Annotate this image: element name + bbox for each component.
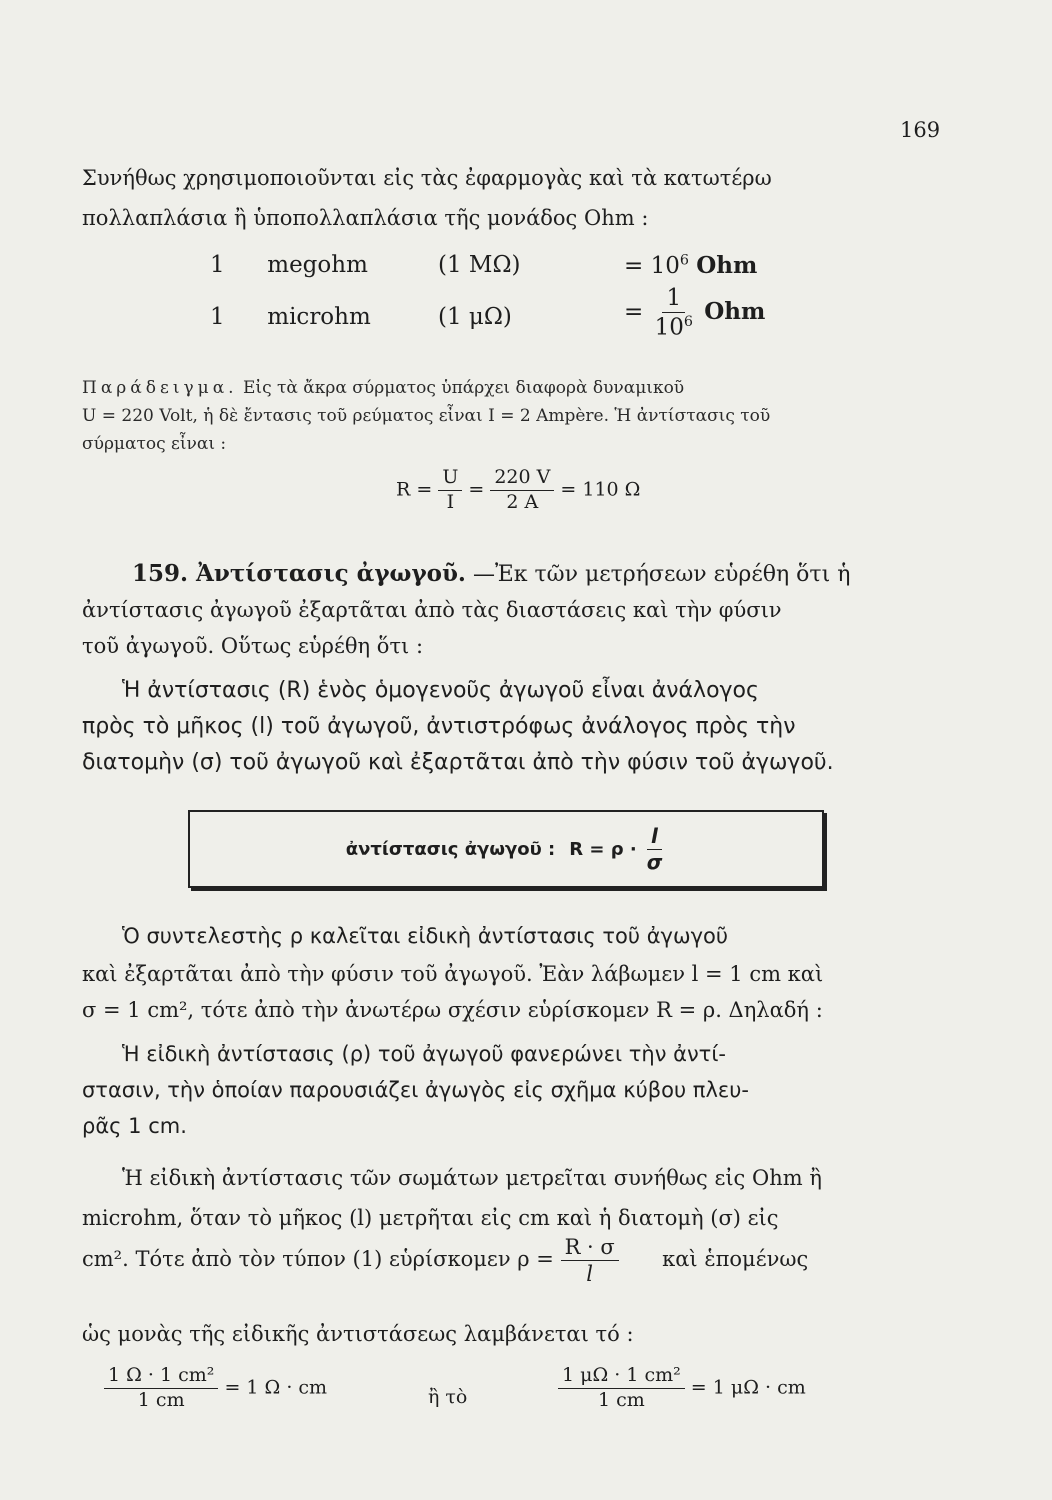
unit-name: megohm — [267, 252, 368, 278]
unit-value: = $10^6$ Ohm — [624, 252, 758, 279]
rho-fraction: $\frac{R \cdot \sigma}{l}$ — [561, 1236, 619, 1285]
coef-line-1: Ὁ συντελεστὴς ρ καλεῖται εἰδικὴ ἀντίστασις τοῦ ἀγωγοῦ — [122, 924, 728, 948]
rule-line-2: πρὸς τὸ μῆκος (l) τοῦ ἀγωγοῦ, ἀντιστρόφως ἀνάλογος πρὸς τὴν — [82, 714, 796, 739]
ohm-fraction: $\frac{\text{1 Ω · 1 cm²}}{1 cm}$ — [104, 1366, 218, 1411]
unit-row-megohm — [210, 252, 758, 279]
section-line-2: ἀντίστασις ἀγωγοῦ ἐξαρτᾶται ἀπὸ τὰς διαστάσεις καὶ τὴν φύσιν — [82, 598, 782, 622]
unit-symbol: (1 MΩ) — [438, 252, 521, 278]
microhm-value: = $\frac{1}{10^6}$ Ohm — [624, 285, 766, 341]
section-line-3: τοῦ ἀγωγοῦ. Οὕτως εὑρέθη ὅτι : — [82, 634, 424, 658]
example-label: Παράδειγμα. — [82, 378, 238, 398]
boxed-fraction: $\frac{l}{\sigma}$ — [646, 823, 663, 874]
microhm-final-fraction: $\frac{\text{1 μΩ · 1 cm²}}{1 cm}$ — [558, 1366, 685, 1411]
rule-line-3: διατομὴν (σ) τοῦ ἀγωγοῦ καὶ ἐξαρτᾶται ἀπὸ τὴν φύσιν τοῦ ἀγωγοῦ. — [82, 750, 834, 775]
unit-row-microhm — [210, 304, 512, 330]
boxed-formula — [188, 810, 824, 888]
example-line-1: Παράδειγμα. Εἰς τὰ ἄκρα σύρματος ὑπάρχει διαφορὰ δυναμικοῦ — [82, 378, 685, 398]
section-line-1: 159. Ἀντίστασις ἀγωγοῦ. —Ἐκ τῶν μετρήσεων εὑρέθη ὅτι ἡ — [132, 560, 851, 587]
page-number: 169 — [900, 118, 941, 142]
boxed-formula-lhs: R = ρ · — [569, 838, 637, 860]
microhm-fraction: $\frac{1}{10^6}$ — [654, 285, 693, 341]
example-line-2: U = 220 Volt, ἡ δὲ ἔντασις τοῦ ρεύματος εἶναι I = 2 Ampère. Ἡ ἀντίστασις τοῦ — [82, 406, 771, 426]
unit-count: 1 — [210, 304, 225, 330]
intro-line-2: πολλαπλάσια ἢ ὑποπολλαπλάσια τῆς μονάδος Ohm : — [82, 206, 649, 230]
fraction-220v-over-2a: $\frac{220 V}{2 A}$ — [490, 468, 554, 513]
final-connector: ἢ τὸ — [428, 1386, 468, 1408]
example-line-3: σύρματος εἶναι : — [82, 434, 227, 454]
fraction-u-over-i: $\frac{U}{I}$ — [438, 468, 462, 513]
measure-line-1: Ἡ εἰδικὴ ἀντίστασις τῶν σωμάτων μετρεῖται συνήθως εἰς Ohm ἢ — [122, 1166, 822, 1190]
def-line-3: ρᾶς 1 cm. — [82, 1114, 187, 1138]
unit-name: microhm — [267, 304, 371, 330]
section-heading: 159. Ἀντίστασις ἀγωγοῦ. — [132, 560, 466, 587]
final-formula-microhm: $\frac{\text{1 μΩ · 1 cm²}}{1 cm}$ = 1 μΩ · cm — [558, 1366, 806, 1411]
boxed-formula-label: ἀντίστασις ἀγωγοῦ : — [345, 838, 556, 860]
coef-line-3: σ = 1 cm², τότε ἀπὸ τὴν ἀνωτέρω σχέσιν εὑρίσκομεν R = ρ. Δηλαδή : — [82, 998, 823, 1022]
coef-line-2: καὶ ἐξαρτᾶται ἀπὸ τὴν φύσιν τοῦ ἀγωγοῦ. Ἐὰν λάβωμεν l = 1 cm καὶ — [82, 962, 824, 986]
measure-line-3: cm². Τότε ἀπὸ τὸν τύπον (1) εὑρίσκομεν ρ = $\frac{R \cdot \sigma}{l}$ καὶ ἑπομένως — [82, 1235, 809, 1287]
measure-line-4: ὡς μονὰς τῆς εἰδικῆς ἀντιστάσεως λαμβάνεται τό : — [82, 1322, 634, 1346]
unit-symbol: (1 μΩ) — [438, 304, 512, 330]
measure-line-2: microhm, ὅταν τὸ μῆκος (l) μετρῆται εἰς cm καὶ ἡ διατομὴ (σ) εἰς — [82, 1206, 779, 1230]
def-line-1: Ἡ εἰδικὴ ἀντίστασις (ρ) τοῦ ἀγωγοῦ φανερώνει τὴν ἀντί- — [122, 1042, 727, 1066]
unit-count: 1 — [210, 252, 225, 278]
example-formula: R = $\frac{U}{I}$ = $\frac{220 V}{2 A}$ = 110 Ω — [396, 466, 641, 513]
final-formula-ohm: $\frac{\text{1 Ω · 1 cm²}}{1 cm}$ = 1 Ω · cm — [104, 1366, 327, 1411]
def-line-2: στασιν, τὴν ὁποίαν παρουσιάζει ἀγωγὸς εἰς σχῆμα κύβου πλευ- — [82, 1078, 749, 1102]
intro-line-1: Συνήθως χρησιμοποιοῦνται εἰς τὰς ἐφαρμογὰς καὶ τὰ κατωτέρω — [82, 166, 772, 190]
rule-line-1: Ἡ ἀντίστασις (R) ἑνὸς ὁμογενοῦς ἀγωγοῦ εἶναι ἀνάλογος — [122, 678, 759, 703]
